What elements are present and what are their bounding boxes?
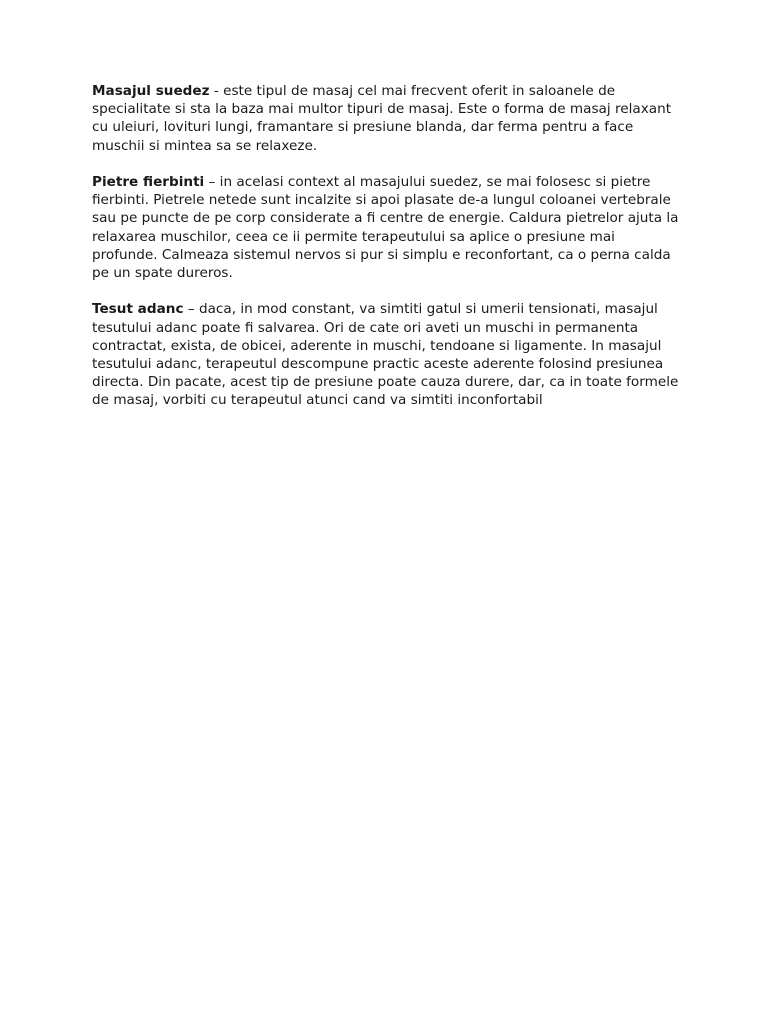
paragraph-term: Tesut adanc: [92, 301, 184, 318]
paragraph-text: - este tipul de masaj cel mai frecvent oferit in saloanele de specialitate si sta la baza mai multor tipuri de masaj. Este o forma de masaj relaxant cu uleiuri, lovituri lungi, framantare si presiune blanda, dar ferma pentru a face muschii si mintea sa se relaxeze.: [92, 83, 672, 154]
paragraph-term: Masajul suedez: [92, 83, 210, 99]
paragraph-pietre-fierbinti: [92, 173, 682, 282]
paragraph-term: Pietre fierbinti: [92, 174, 205, 190]
document-body: [92, 82, 682, 428]
paragraph-text: – in acelasi context al masajului suedez, se mai folosesc si pietre fierbinti. Pietrele netede sunt incalzite si apoi plasate de-a lungul coloanei vertebrale sau pe puncte de pe corp considerate a fi centre de energie. Caldura pietrelor ajuta la relaxarea muschilor, ceea ce ii permite terapeutului sa aplice o presiune mai profunde. Calmeaza sistemul nervos si pur si simplu e reconfortant, ca o perna calda pe un spate dureros.: [92, 174, 679, 282]
paragraph-text: – daca, in mod constant, va simtiti gatul si umerii tensionati, masajul tesutului adanc poate fi salvarea. Ori de cate ori aveti un muschi in permanenta contractat, exista, de obicei, aderente in muschi, tendoane si ligamente. In masajul tesutului adanc, terapeutul descompune practic aceste aderente folosind presiunea directa. Din pacate, acest tip de presiune poate cauza durere, dar, ca in toate formele de masaj, vorbiti cu terapeutul atunci cand va simtiti inconfortabil: [92, 301, 679, 409]
paragraph-masajul-suedez: [92, 82, 682, 155]
paragraph-tesut-adanc: [92, 300, 682, 409]
